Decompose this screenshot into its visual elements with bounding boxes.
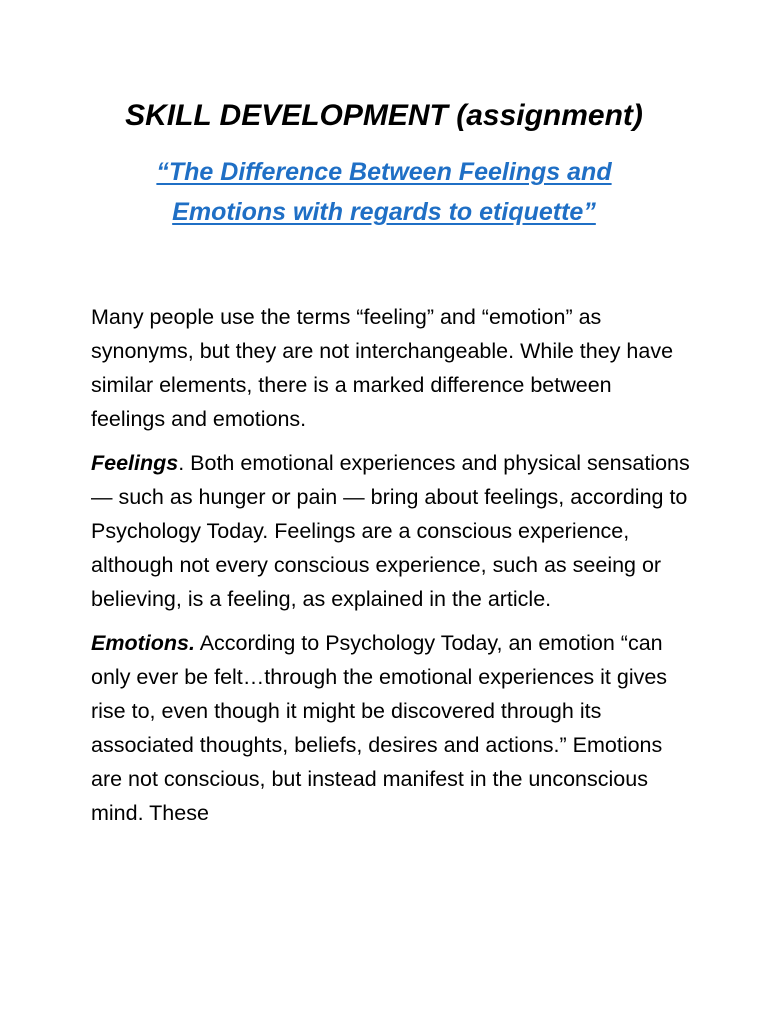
feelings-text: . Both emotional experiences and physical sensations — such as hunger or pain — bring about feelings, according to Psychology Today. Feelings are a conscious experience, although not every conscious experience, such as seeing or believing, is a feeling, as explained in the article.: [91, 451, 690, 611]
document-subtitle: [120, 152, 648, 232]
feelings-term: Feelings: [91, 451, 179, 475]
intro-paragraph: Many people use the terms “feeling” and “emotion” as synonyms, but they are not interchangeable. While they have similar elements, there is a marked difference between feelings and emotions.: [91, 305, 674, 431]
emotions-paragraph: [91, 626, 691, 830]
document-title: SKILL DEVELOPMENT (assignment): [125, 99, 643, 132]
emotions-text: According to Psychology Today, an emotion “can only ever be felt…through the emotional experiences it gives rise to, even though it might be discovered through its associated thoughts, beliefs, desires and actions.” Emotions are not conscious, but instead manifest in the unconscious mind. These: [91, 631, 668, 825]
document-body: [91, 300, 691, 840]
subtitle-link-text: “The Difference Between Feelings and Emotions with regards to etiquette”: [156, 158, 612, 226]
emotions-term: Emotions.: [91, 631, 195, 655]
feelings-paragraph: [91, 446, 691, 616]
